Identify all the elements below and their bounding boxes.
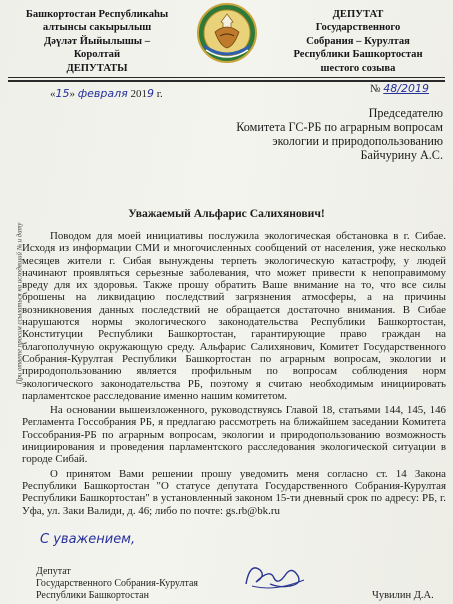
header-left-line: алтынсы сакырылыш — [42, 22, 152, 34]
header-left-line: Дәүләт Йыйылышы – — [43, 35, 151, 47]
body-paragraph: На основании вышеизложенного, руководствуясь Главой 18, статьями 144, 145, 146 Регламента Госсобрания РБ, я предлагаю рассмотреть на ближайшем заседании Комитета Госсобрания-РБ по аграрным вопросам, экологии и природопользованию возможность инициирования и проведения парламентского расследования экологической ситуации в городе Сибай. — [22, 404, 446, 466]
signature-block — [36, 566, 198, 601]
date-day: 15 — [55, 87, 70, 100]
addressee-line: Комитета ГС-РБ по аграрным вопросам — [236, 119, 443, 134]
reg-label: № — [370, 83, 381, 95]
handwritten-signature-icon — [240, 556, 310, 596]
date-year-prefix: 201 — [130, 88, 148, 100]
greeting: Уважаемый Альфарис Салихянович! — [128, 207, 325, 220]
date-year-digit: 9 — [147, 87, 155, 100]
header-right-line: ДЕПУТАТ — [332, 9, 384, 20]
reg-number: 48/2019 — [383, 82, 429, 95]
header-left-bashkir — [6, 8, 188, 75]
header-divider — [8, 77, 445, 78]
date-month: февраля — [77, 87, 128, 100]
header-right-line: Собрания – Курултая — [306, 35, 410, 47]
registration-number — [370, 82, 429, 95]
date-year-suffix: г. — [156, 88, 163, 100]
margin-reference-note: При ответе просим ссылаться на исходящий № и дату — [16, 222, 24, 385]
header-right-line: шестого созыва — [320, 62, 396, 74]
addressee-line: экологии и природопользованию — [272, 133, 443, 148]
addressee-line: Байчурину А.С. — [360, 147, 443, 162]
addressee-line: Председателю — [368, 106, 443, 120]
header-right-russian — [268, 8, 448, 75]
body-paragraph: О принятом Вами решении прошу уведомить меня согласно ст. 14 Закона Республики Башкортостан "О статусе депутата Государственного Собрания-Курултая Республики Башкортостан" в установленный законом 15-ти дневный срок по адресу: РБ, г. Уфа, ул. Заки Валиди, д. 46; либо по почте: gs.rb@bk.ru — [22, 467, 446, 517]
header-left-line: Королтай — [73, 49, 121, 61]
letter-body — [22, 230, 446, 519]
bashkortostan-coat-of-arms-icon — [196, 2, 258, 64]
header-right-line: Республики Башкортостан — [293, 49, 423, 61]
header-left-line: ДЕПУТАТЫ — [66, 62, 128, 74]
header-left-line: Башкортостан Республикаһы — [25, 9, 169, 20]
signature-block-line: Республики Башкортостан — [36, 589, 149, 601]
signature-block-line: Государственного Собрания-Курултая — [36, 577, 199, 589]
signer-name: Чувилин Д.А. — [372, 590, 434, 601]
letter-date: «15» февраля 2019 г. — [50, 87, 163, 100]
addressee-block — [205, 107, 443, 163]
body-paragraph: Поводом для моей инициативы послужила экологическая обстановка в г. Сибае. Исходя из информации СМИ и многочисленных сообщений от населения, уже несколько месяцев жители г. Сибая вынуждены терпеть экологическую катастрофу, у людей начинают проявляться серьезные заболевания, что может привести к непоправимому вреду для их здоровья. Также прошу обратить Ваше внимание на то, что все силы брошены на ликвидацию последствий загрязнения атмосферы, а на причины возникновения данных последствий не обращается достаточно внимания. В Сибае нарушаются нормы экологического законодательства Республики Башкортостан, Конституции Республики Башкортостан, гарантирующие право граждан на благополучную окружающую среду. Альфарис Салихянович, Комитет Государственного Собрания-Курултая Республики Башкортостан по аграрным вопросам, экологии и природопользованию является профильным по вопросам соблюдения норм экологического законодательства РБ, поэтому я считаю необходимым инициировать парламентское расследование именно нашим комитетом. — [22, 230, 446, 402]
header-right-line: Государственного — [315, 22, 401, 34]
signature-block-line: Депутат — [36, 566, 71, 577]
closing-phrase: С уважением, — [40, 532, 136, 547]
